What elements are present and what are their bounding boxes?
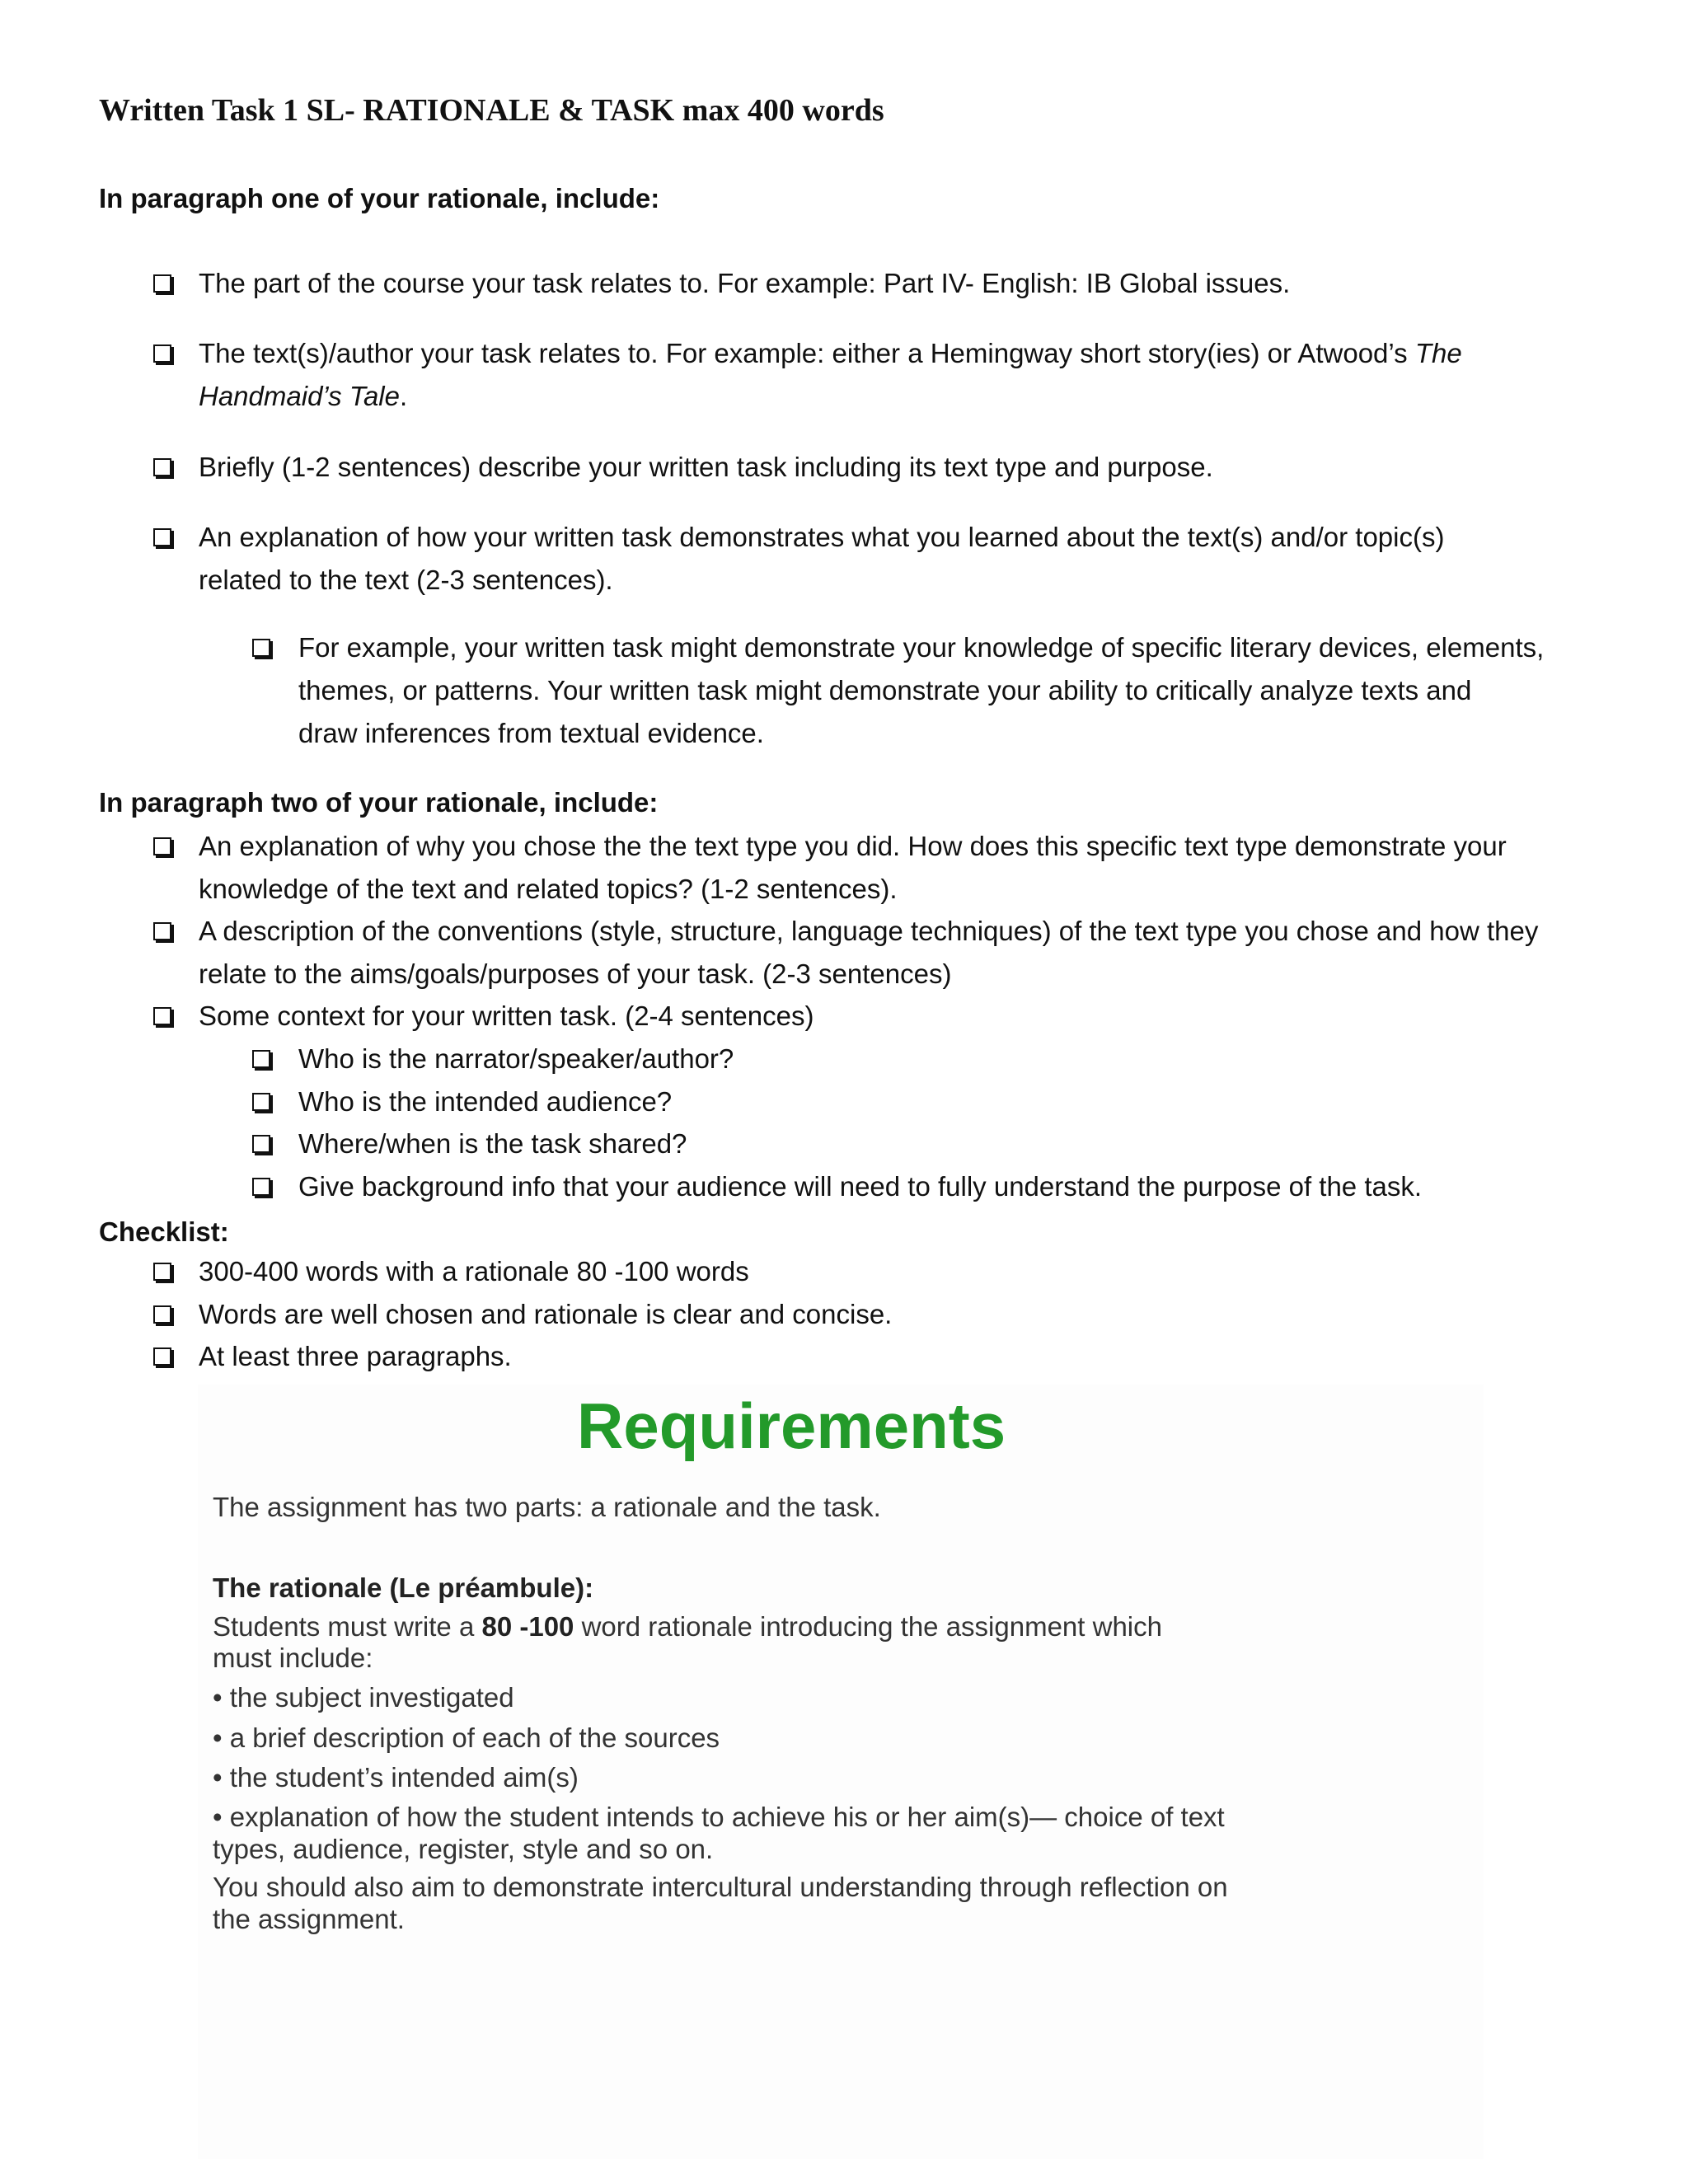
checkbox-icon — [153, 1305, 171, 1324]
para1-item3: Briefly (1-2 sentences) describe your written task including its text type and purpose. — [199, 452, 1213, 482]
checklist-item1: 300-400 words with a rationale 80 -100 words — [199, 1256, 749, 1286]
checkbox-icon — [153, 528, 171, 546]
requirements-closing: You should also aim to demonstrate intercultural understanding through reflection on — [213, 1872, 1228, 1902]
requirements-line2: must include: — [213, 1643, 373, 1673]
requirements-intro: The assignment has two parts: a rationale and the task. — [213, 1492, 881, 1522]
para1-item2-italic-title: Handmaid’s Tale — [199, 381, 400, 411]
checkbox-icon — [252, 1135, 270, 1153]
requirements-bullet2: • a brief description of each of the sources — [213, 1722, 720, 1753]
para2-sub1: Who is the narrator/speaker/author? — [298, 1043, 734, 1074]
requirements-line1-bold: 80 -100 — [481, 1611, 574, 1642]
para2-item2-cont: relate to the aims/goals/purposes of your task. (2-3 sentences) — [199, 958, 952, 989]
para1-item4: An explanation of how your written task demonstrates what you learned about the text(s) and/or topic(s) — [199, 522, 1445, 552]
para1-sub-line1: For example, your written task might demonstrate your knowledge of specific literary devices, elements, — [298, 632, 1545, 663]
requirements-bullet4-cont: types, audience, register, style and so on. — [213, 1834, 714, 1864]
para2-item2: A description of the conventions (style, structure, language techniques) of the text type you chose and how they — [199, 916, 1539, 946]
checkbox-icon — [153, 1007, 171, 1025]
para2-item1-cont: knowledge of the text and related topics? (1-2 sentences). — [199, 874, 898, 904]
requirements-closing-cont: the assignment. — [213, 1904, 405, 1934]
para1-sub-line2: themes, or patterns. Your written task might demonstrate your ability to critically analyze texts and — [298, 675, 1472, 705]
checkbox-icon — [252, 1178, 270, 1196]
para1-item2 — [199, 332, 1462, 375]
checkbox-icon — [153, 458, 171, 476]
page-title: Written Task 1 SL- RATIONALE & TASK max 400 words — [99, 93, 884, 128]
requirements-line1-b: word rationale introducing the assignment which — [574, 1611, 1162, 1642]
requirements-line1-a: Students must write a — [213, 1611, 482, 1642]
para1-item1: The part of the course your task relates to. For example: Part IV- English: IB Global issues. — [199, 268, 1291, 298]
para1-sub-line3: draw inferences from textual evidence. — [298, 718, 764, 748]
para2-item3: Some context for your written task. (2-4 sentences) — [199, 1001, 814, 1031]
para2-sub4: Give background info that your audience will need to fully understand the purpose of the task. — [298, 1171, 1423, 1202]
checkbox-icon — [153, 922, 171, 940]
checkbox-icon — [153, 274, 171, 293]
para1-item4-cont: related to the text (2-3 sentences). — [199, 565, 613, 595]
checklist-item2: Words are well chosen and rationale is clear and concise. — [199, 1299, 893, 1329]
checklist-item3: At least three paragraphs. — [199, 1341, 512, 1371]
requirements-bullet4: • explanation of how the student intends to achieve his or her aim(s)— choice of text — [213, 1802, 1225, 1832]
checklist-heading: Checklist: — [99, 1216, 229, 1247]
checkbox-icon — [153, 1263, 171, 1281]
para1-item2-end: . — [400, 381, 408, 411]
requirements-title: Requirements — [577, 1390, 1006, 1462]
rationale-heading: The rationale (Le préambule): — [213, 1572, 594, 1603]
requirements-line1 — [213, 1610, 1162, 1643]
para2-sub3: Where/when is the task shared? — [298, 1128, 687, 1159]
checkbox-icon — [252, 639, 270, 657]
para1-item2-italic: The — [1414, 338, 1462, 368]
para1-heading: In paragraph one of your rationale, include: — [99, 183, 660, 213]
checkbox-icon — [153, 837, 171, 855]
checkbox-icon — [153, 344, 171, 363]
para1-item2-cont — [199, 375, 407, 418]
para1-item2-text: The text(s)/author your task relates to. For example: either a Hemingway short story(ies) or Atwood’s — [199, 338, 1408, 368]
requirements-bullet3: • the student’s intended aim(s) — [213, 1762, 579, 1793]
checkbox-icon — [252, 1093, 270, 1111]
para2-heading: In paragraph two of your rationale, include: — [99, 787, 659, 818]
checkbox-icon — [252, 1050, 270, 1068]
para2-item1: An explanation of why you chose the the text type you did. How does this specific text type demonstrate your — [199, 831, 1507, 861]
requirements-bullet1: • the subject investigated — [213, 1682, 514, 1713]
para2-sub2: Who is the intended audience? — [298, 1086, 673, 1117]
checkbox-icon — [153, 1347, 171, 1366]
